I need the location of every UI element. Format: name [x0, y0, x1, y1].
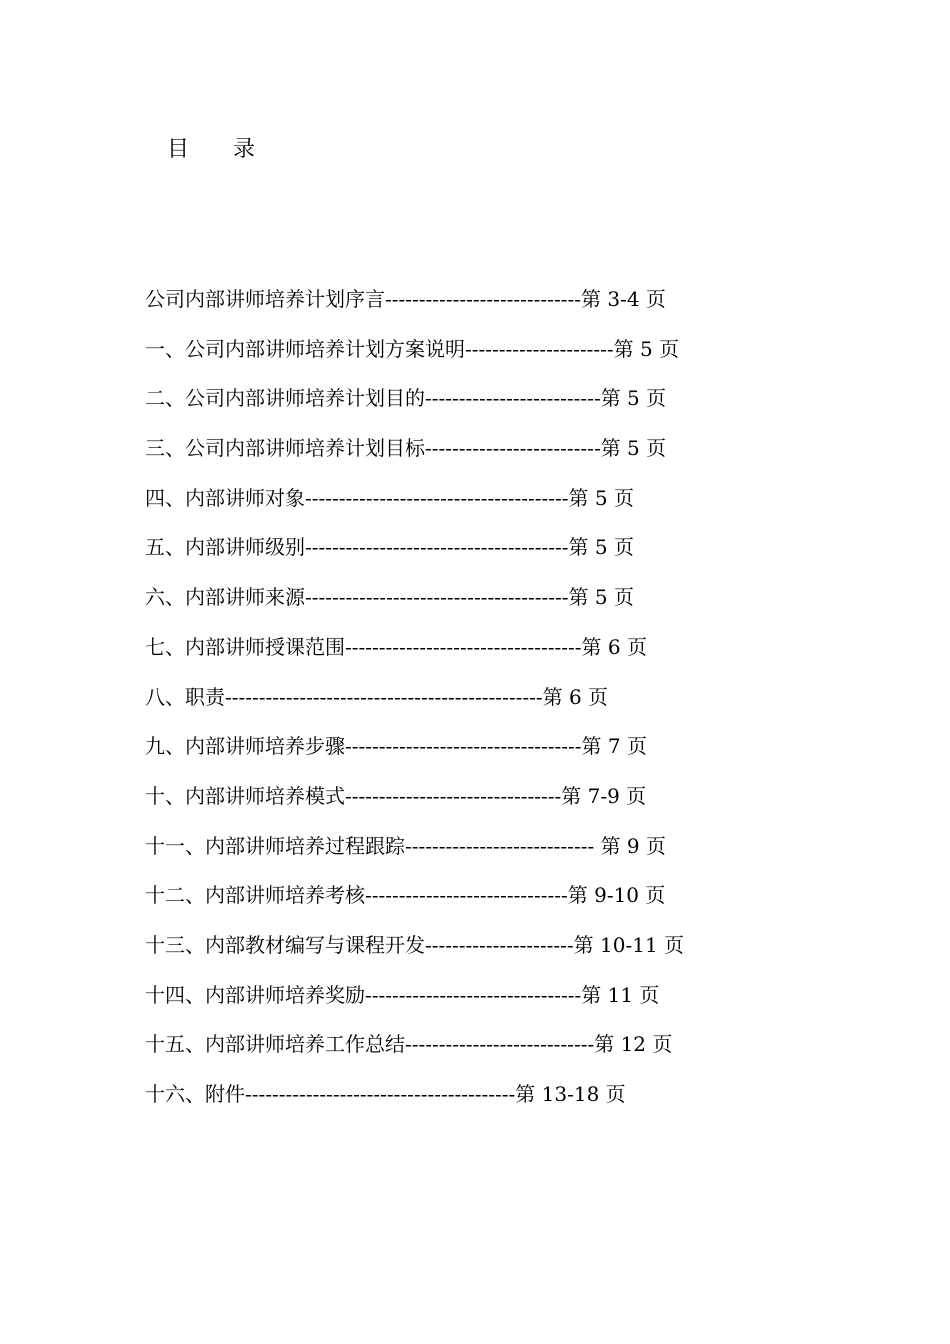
- toc-entry-text: 十三、内部教材编写与课程开发----------------------第 10-11 页: [145, 932, 685, 957]
- toc-entry: [145, 930, 684, 980]
- toc-entry-text: 十六、附件----------------------------------------第 13-18 页: [145, 1082, 626, 1106]
- toc-entry: [145, 1079, 684, 1129]
- toc-entry-text: 二、公司内部讲师培养计划目的--------------------------第 5 页: [145, 386, 667, 411]
- toc-entry: [145, 831, 684, 881]
- toc-entry: [145, 383, 684, 433]
- toc-entry-text: 十一、内部讲师培养过程跟踪---------------------------- 第 9 页: [145, 833, 667, 858]
- toc-entry-text: 八、职责-----------------------------------------------第 6 页: [145, 684, 609, 709]
- toc-entry: [145, 880, 684, 930]
- toc-entry-text: 十二、内部讲师培养考核------------------------------第 9-10 页: [145, 883, 666, 908]
- toc-entry: [145, 334, 684, 384]
- toc-entry: [145, 284, 684, 334]
- toc-title: 目 录: [167, 137, 256, 162]
- toc-entry: [145, 483, 684, 533]
- toc-entry-text: 六、内部讲师来源---------------------------------------第 5 页: [145, 585, 634, 610]
- toc-entry-text: 十四、内部讲师培养奖励--------------------------------第 11 页: [145, 982, 660, 1007]
- toc-entry-text: 一、公司内部讲师培养计划方案说明----------------------第 5 页: [145, 336, 680, 361]
- toc-entry: [145, 980, 684, 1030]
- toc-entry-text: 十五、内部讲师培养工作总结----------------------------第 12 页: [145, 1032, 673, 1057]
- toc-entry-text: 三、公司内部讲师培养计划目标--------------------------第 5 页: [145, 436, 667, 461]
- toc-entry-text: 十、内部讲师培养模式--------------------------------第 7-9 页: [145, 783, 647, 808]
- toc-entry-text: 四、内部讲师对象---------------------------------------第 5 页: [145, 485, 634, 510]
- toc-entry: [145, 682, 684, 732]
- toc-entry: [145, 433, 684, 483]
- toc-entry-text: 九、内部讲师培养步骤-----------------------------------第 7 页: [145, 734, 647, 759]
- toc-entry: [145, 582, 684, 632]
- toc-list: [145, 284, 684, 1129]
- toc-entry: [145, 1029, 684, 1079]
- toc-entry: [145, 632, 684, 682]
- toc-entry: [145, 781, 684, 831]
- toc-entry-text: 五、内部讲师级别---------------------------------------第 5 页: [145, 535, 634, 560]
- toc-entry-text: 公司内部讲师培养计划序言-----------------------------第 3-4 页: [145, 287, 666, 311]
- toc-entry: [145, 532, 684, 582]
- toc-entry-text: 七、内部讲师授课范围-----------------------------------第 6 页: [145, 634, 647, 659]
- toc-entry: [145, 731, 684, 781]
